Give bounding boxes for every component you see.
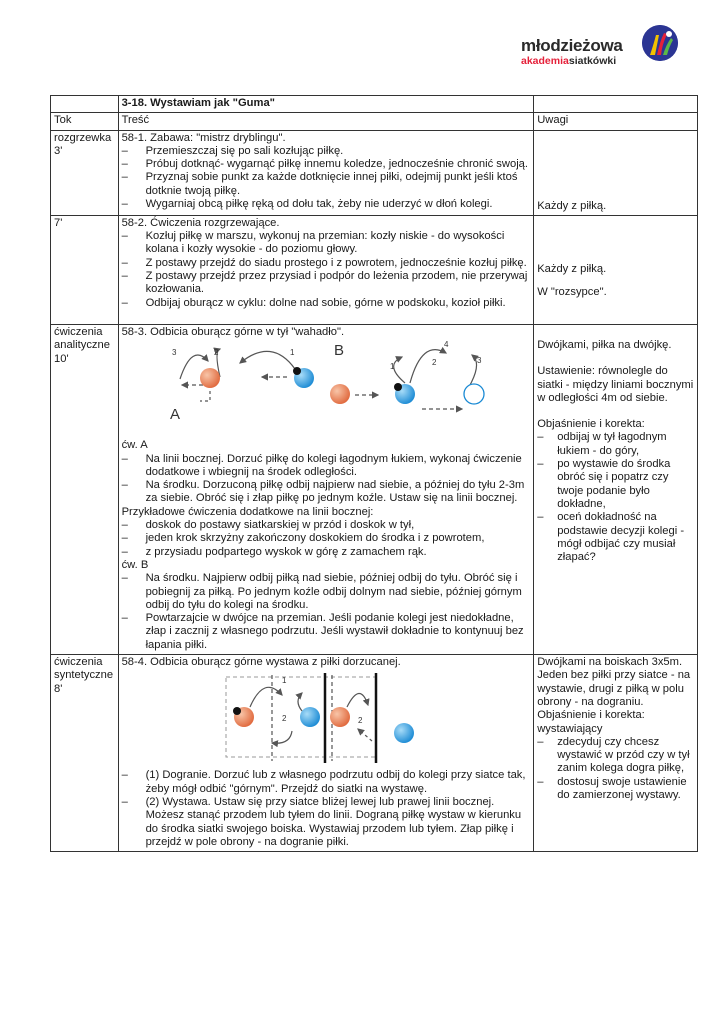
list-item: – (2) Wystawa. Ustaw się przy siatce bliżej lewej lub prawej linii bocznej. Możesz stanąć przodem lub tyłem do linii. Dograną piłkę wystaw w kierunku do środka siatki swojego boiska. Wystawiaj przodem lub tyłem. Złap piłkę i przejdź w pole obrony - na dogranie piłki.	[122, 796, 531, 849]
note-text: Jeden bez piłki przy siatce - na wystawie, drugi z piłką w polu obrony - na dograniu.	[537, 669, 691, 708]
table-row	[51, 655, 698, 852]
svg-text:4: 4	[443, 341, 449, 350]
svg-text:3: 3	[476, 356, 482, 366]
list-item: – po wystawie do środka obróć się i popatrz czy twoje podanie było dokładne,	[537, 458, 694, 511]
list-item: – Próbuj dotknąć- wygarnąć piłkę innemu koledze, jednocześnie chronić swoją.	[122, 158, 531, 171]
player-ball-orange	[200, 368, 220, 388]
note-text: Dwójkami na boiskach 3x5m.	[537, 656, 683, 669]
notes-cell	[534, 655, 698, 852]
svg-text:1: 1	[289, 348, 295, 358]
table-row	[51, 324, 698, 654]
list-item: – z przysiadu podpartego wyskok w górę z zamachem rąk.	[122, 546, 531, 559]
list-item: – Kozłuj piłkę w marszu, wykonuj na przemian: kozły niskie - do wysokości kolana i kozły wysokie - do poziomu głowy.	[122, 230, 531, 257]
lesson-plan-table	[50, 95, 698, 852]
note-text: Każdy z piłką.	[537, 262, 607, 275]
svg-text:2: 2	[357, 716, 363, 726]
title-row	[51, 96, 698, 113]
list-item: – Na linii bocznej. Dorzuć piłkę do kolegi łagodnym łukiem, wykonaj ćwiczenie dodatkowe i wbiegnij na środek odległości.	[122, 453, 531, 480]
svg-text:1: 1	[389, 362, 395, 372]
table-row	[51, 215, 698, 324]
notes-cell	[534, 130, 698, 215]
lesson-title: 3-18. Wystawiam jak "Guma"	[118, 96, 534, 113]
list-item: – (1) Dogranie. Dorzuć lub z własnego podrzutu odbij do kolegi przy siatce tak, żeby mógł odbić "górnym". Przejdź do siatki na wystawę.	[122, 769, 531, 796]
variant-label: ćw. A	[121, 439, 148, 452]
tok-cell: ćwiczenia syntetyczne 8'	[51, 655, 119, 852]
content-cell	[118, 130, 534, 215]
list-item: – oceń dokładność na podstawie decyzji kolegi - mógł odbijać czy musiał złapać?	[537, 511, 694, 564]
list-item: – Z postawy przejdź przez przysiad i podpór do leżenia przodem, nie przerywaj kozłowania.	[122, 270, 531, 297]
player-ball-orange	[330, 384, 350, 404]
header-uwagi: Uwagi	[534, 113, 698, 130]
extra-heading: Przykładowe ćwiczenia dodatkowe na linii bocznej:	[121, 505, 374, 518]
content-cell	[118, 324, 534, 654]
svg-text:2: 2	[213, 348, 219, 358]
content-cell	[118, 655, 534, 852]
list-item: – Na środku. Dorzuconą piłkę odbij najpierw nad siebie, a później do tyłu 2-3m za siebie. Obróć się i złap piłkę po jednym koźle. Ustaw się na linii bocznej.	[122, 479, 531, 506]
svg-text:1: 1	[281, 676, 287, 686]
svg-text:2: 2	[431, 358, 437, 368]
tok-cell: rozgrzewka 3'	[51, 130, 119, 215]
svg-text:2: 2	[281, 714, 287, 724]
exercise-heading: 58-4. Odbicia oburącz górne wystawa z piłki dorzucanej.	[121, 656, 401, 669]
tok-cell: 7'	[51, 215, 119, 324]
exercise-heading: 58-3. Odbicia oburącz górne w tył "wahadło".	[121, 325, 345, 338]
list-item: – Przyznaj sobie punkt za każde dotknięcie innej piłki, odejmij punkt jeśli ktoś dotknie twoją piłkę.	[122, 171, 531, 198]
note-text: Dwójkami, piłka na dwójkę.	[537, 338, 672, 351]
academy-logo	[515, 22, 675, 72]
logo-word-2: akademiasiatkówki	[521, 55, 617, 67]
player-ball-blue	[300, 707, 320, 727]
note-text: Każdy z piłką.	[537, 199, 607, 212]
notes-cell	[534, 215, 698, 324]
logo-emblem-icon	[642, 25, 678, 61]
content-cell	[118, 215, 534, 324]
diagram-label-a: A	[169, 406, 180, 424]
player-ball-blue	[394, 723, 414, 743]
notes-cell	[534, 324, 698, 654]
exercise-diagram-58-4	[122, 671, 522, 767]
table-row	[51, 130, 698, 215]
list-item: – jeden krok skrzyżny zakończony doskokiem do środka i z powrotem,	[122, 532, 531, 545]
list-item: – odbijaj w tył łagodnym łukiem - do góry,	[537, 431, 694, 458]
exercise-heading: 58-2. Ćwiczenia rozgrzewające.	[121, 216, 280, 229]
list-item: – Powtarzajcie w dwójce na przemian. Jeśli podanie kolegi jest niedokładne, złap i zacznij z własnego podrzutu. Jeśli wystawił dokładnie to kontynuuj bez łapania piłki.	[122, 612, 531, 652]
tok-cell: ćwiczenia analityczne 10'	[51, 324, 119, 654]
header-tok: Tok	[51, 113, 119, 130]
exercise-diagram-58-3	[122, 341, 502, 437]
diagram-label-b: B	[333, 342, 344, 360]
note-text: W "rozsypce".	[537, 286, 607, 299]
note-text: Objaśnienie i korekta:	[537, 418, 645, 431]
svg-text:3: 3	[171, 348, 177, 358]
list-item: – Z postawy przejdź do siadu prostego i z powrotem, jednocześnie kozłuj piłkę.	[122, 257, 531, 270]
variant-label: ćw. B	[121, 558, 149, 571]
player-ball-orange	[330, 707, 350, 727]
list-item: – zdecyduj czy chcesz wystawić w przód czy w tył zanim kolega dogra piłkę,	[537, 736, 694, 776]
list-item: – Przemieszczaj się po sali kozłując piłkę.	[122, 145, 531, 158]
logo-word-1: młodzieżowa	[521, 36, 623, 55]
list-item: – dostosuj swoje ustawienie do zamierzonej wystawy.	[537, 776, 694, 803]
list-item: – Odbijaj oburącz w cyklu: dolne nad sobie, górne w podskoku, kozioł piłki.	[122, 297, 531, 310]
note-text: Ustawienie: równolegle do siatki - między liniami bocznymi w odległości 4m od siebie.	[537, 365, 694, 404]
list-item: – Wygarniaj obcą piłkę ręką od dołu tak, żeby nie uderzyć w dłoń kolegi.	[122, 198, 531, 211]
header-row	[51, 113, 698, 130]
exercise-heading: 58-1. Zabawa: "mistrz dryblingu".	[121, 131, 286, 144]
note-text: Objaśnienie i korekta: wystawiający	[537, 709, 645, 735]
list-item: – Na środku. Najpierw odbij piłką nad siebie, później odbij do tyłu. Obróć się i pobiegnij za piłką. Po jednym koźle odbij dolnym nad siebie, później górnym odbij do tyłu do kolegi na środku.	[122, 572, 531, 612]
header-tresc: Treść	[118, 113, 534, 130]
list-item: – doskok do postawy siatkarskiej w przód i doskok w tył,	[122, 519, 531, 532]
